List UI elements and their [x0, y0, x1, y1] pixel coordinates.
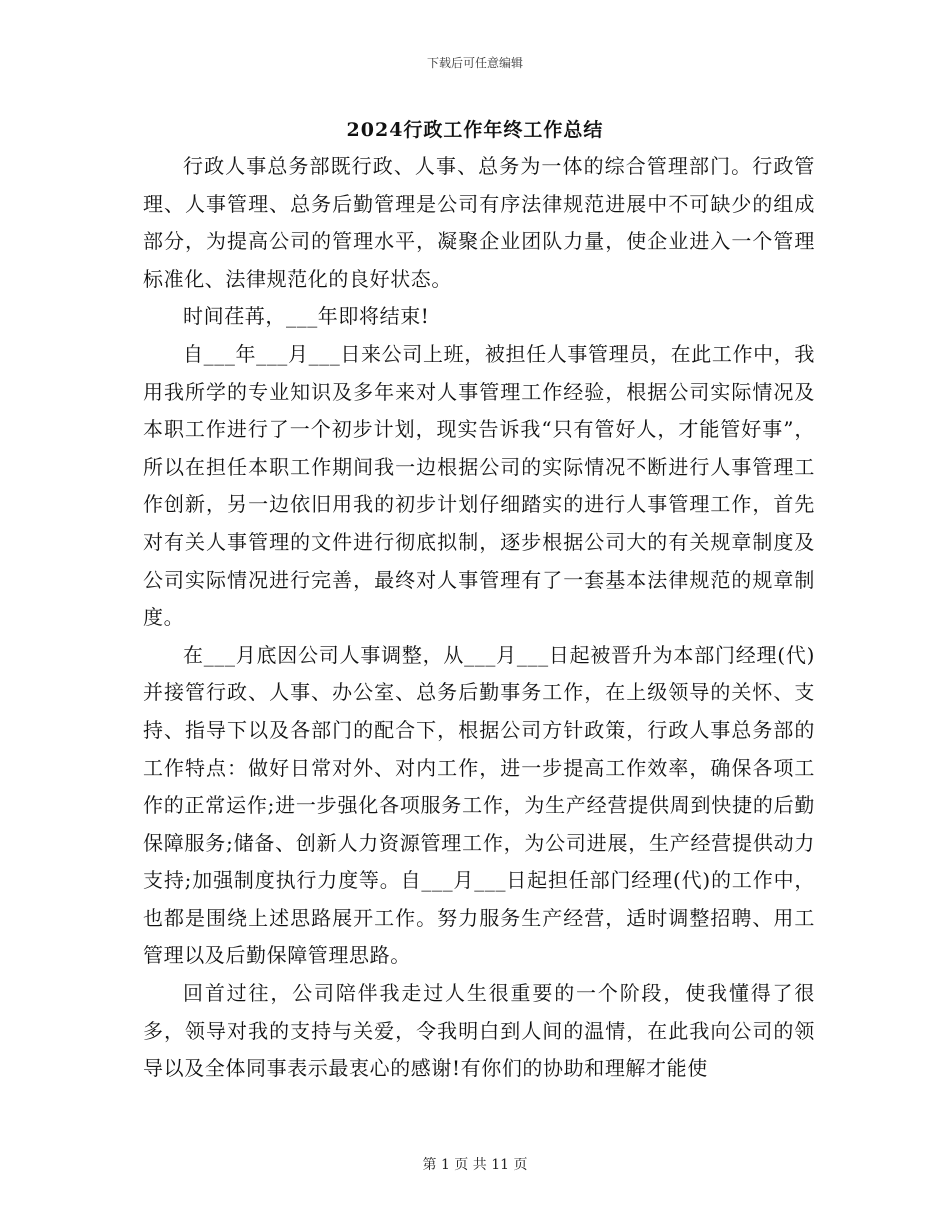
paragraph-intro: 行政人事总务部既行政、人事、总务为一体的综合管理部门。行政管理、人事管理、总务后勤管理是公司有序法律规范进展中不可缺少的组成部分，为提高公司的管理水平，凝聚企业团队力量，使企业进入一个管理标准化、法律规范化的良好状态。: [143, 154, 815, 291]
page-number: 第 1 页 共 11 页: [422, 1157, 528, 1173]
paragraph-thanks: 回首过往，公司陪伴我走过人生很重要的一个阶段，使我懂得了很多，领导对我的支持与关爱，令我明白到人间的温情，在此我向公司的领导以及全体同事表示最衷心的感谢!有你们的协助和理解才能使: [143, 981, 815, 1081]
document-title: 2024行政工作年终工作总结: [346, 119, 604, 141]
document-body: [143, 148, 815, 1088]
paragraph-time: 时间荏苒，___年即将结束!: [183, 304, 430, 329]
paragraph-promotion: 在___月底因公司人事调整，从___月___日起被晋升为本部门经理(代)并接管行政、人事、办公室、总务后勤事务工作，在上级领导的关怀、支持、指导下以及各部门的配合下，根据公司方针政策，行政人事总务部的工作特点：做好日常对外、对内工作，进一步提高工作效率，确保各项工作的正常运作;进一步强化各项服务工作，为生产经营提供周到快捷的后勤保障服务;储备、创新人力资源管理工作，为公司进展，生产经营提供动力支持;加强制度执行力度等。自___月___日起担任部门经理(代)的工作中，也都是围绕上述思路展开工作。努力服务生产经营，适时调整招聘、用工管理以及后勤保障管理思路。: [143, 642, 815, 968]
paragraph-hr-work: 自___年___月___日来公司上班，被担任人事管理员，在此工作中，我用我所学的专业知识及多年来对人事管理工作经验，根据公司实际情况及本职工作进行了一个初步计划，现实告诉我“只有管好人，才能管好事”，所以在担任本职工作期间我一边根据公司的实际情况不断进行人事管理工作创新，另一边依旧用我的初步计划仔细踏实的进行人事管理工作，首先对有关人事管理的文件进行彻底拟制，逐步根据公司大的有关规章制度及公司实际情况进行完善，最终对人事管理有了一套基本法律规范的规章制度。: [143, 341, 815, 630]
header-note: 下载后可任意编辑: [426, 56, 523, 70]
